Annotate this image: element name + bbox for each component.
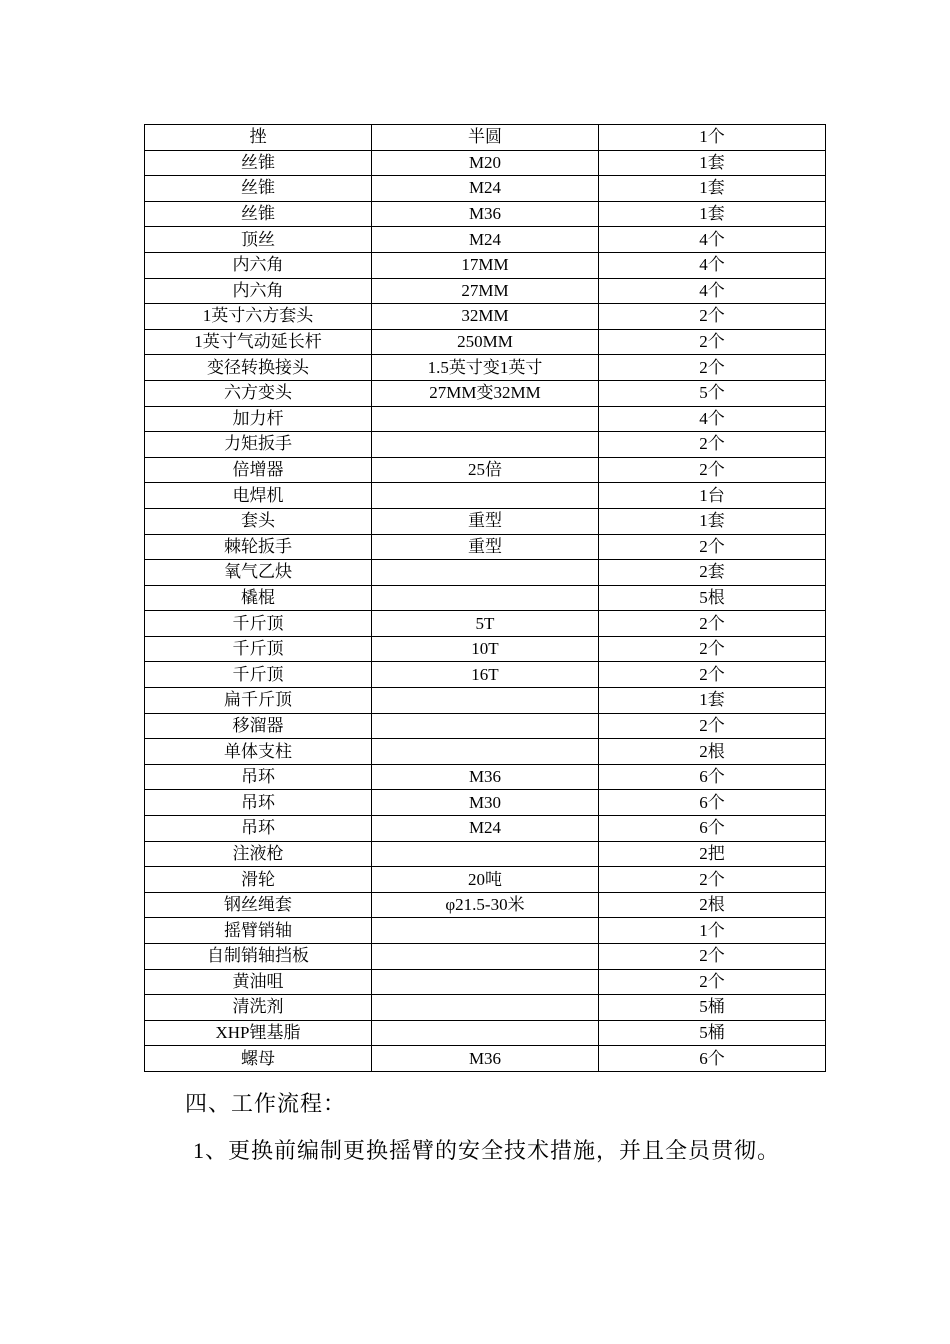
name-cell: 单体支柱 bbox=[145, 739, 372, 765]
spec-cell: M20 bbox=[372, 150, 599, 176]
spec-cell bbox=[372, 406, 599, 432]
quantity-cell: 2个 bbox=[599, 867, 826, 893]
quantity-cell: 4个 bbox=[599, 252, 826, 278]
name-cell: 钢丝绳套 bbox=[145, 892, 372, 918]
name-cell: 内六角 bbox=[145, 278, 372, 304]
spec-cell bbox=[372, 739, 599, 765]
quantity-cell: 1套 bbox=[599, 176, 826, 202]
spec-cell bbox=[372, 995, 599, 1021]
name-cell: 千斤顶 bbox=[145, 662, 372, 688]
table-row bbox=[145, 355, 826, 381]
table-row bbox=[145, 457, 826, 483]
name-cell: 自制销轴挡板 bbox=[145, 944, 372, 970]
spec-cell bbox=[372, 585, 599, 611]
table-row bbox=[145, 304, 826, 330]
quantity-cell: 1台 bbox=[599, 483, 826, 509]
spec-cell: 10T bbox=[372, 636, 599, 662]
name-cell: 倍增器 bbox=[145, 457, 372, 483]
table-row bbox=[145, 227, 826, 253]
spec-cell: M24 bbox=[372, 227, 599, 253]
quantity-cell: 1个 bbox=[599, 125, 826, 151]
spec-cell bbox=[372, 1020, 599, 1046]
table-row bbox=[145, 1020, 826, 1046]
spec-cell: 16T bbox=[372, 662, 599, 688]
paragraph: 1、更换前编制更换摇臂的安全技术措施，并且全员贯彻。 bbox=[193, 1138, 781, 1163]
spec-cell: 17MM bbox=[372, 252, 599, 278]
name-cell: 注液枪 bbox=[145, 841, 372, 867]
name-cell: 吊环 bbox=[145, 816, 372, 842]
table-row bbox=[145, 329, 826, 355]
name-cell: 丝锥 bbox=[145, 201, 372, 227]
table-row bbox=[145, 432, 826, 458]
name-cell: XHP锂基脂 bbox=[145, 1020, 372, 1046]
quantity-cell: 2个 bbox=[599, 304, 826, 330]
quantity-cell: 4个 bbox=[599, 406, 826, 432]
name-cell: 千斤顶 bbox=[145, 611, 372, 637]
name-cell: 移溜器 bbox=[145, 713, 372, 739]
table-row bbox=[145, 892, 826, 918]
spec-cell bbox=[372, 841, 599, 867]
name-cell: 清洗剂 bbox=[145, 995, 372, 1021]
table-row bbox=[145, 508, 826, 534]
spec-cell: M36 bbox=[372, 1046, 599, 1072]
quantity-cell: 4个 bbox=[599, 278, 826, 304]
name-cell: 丝锥 bbox=[145, 150, 372, 176]
quantity-cell: 1套 bbox=[599, 688, 826, 714]
table-row bbox=[145, 483, 826, 509]
spec-cell: M24 bbox=[372, 816, 599, 842]
table-row bbox=[145, 278, 826, 304]
table-row bbox=[145, 1046, 826, 1072]
spec-cell: 重型 bbox=[372, 508, 599, 534]
name-cell: 电焊机 bbox=[145, 483, 372, 509]
spec-cell: 重型 bbox=[372, 534, 599, 560]
spec-cell bbox=[372, 918, 599, 944]
table-row bbox=[145, 406, 826, 432]
quantity-cell: 4个 bbox=[599, 227, 826, 253]
table-row bbox=[145, 918, 826, 944]
spec-cell bbox=[372, 560, 599, 586]
table-row bbox=[145, 841, 826, 867]
name-cell: 螺母 bbox=[145, 1046, 372, 1072]
tools-table-body bbox=[145, 125, 826, 1072]
quantity-cell: 5桶 bbox=[599, 1020, 826, 1046]
table-row bbox=[145, 150, 826, 176]
spec-cell bbox=[372, 944, 599, 970]
spec-cell bbox=[372, 432, 599, 458]
table-row bbox=[145, 252, 826, 278]
table-row bbox=[145, 790, 826, 816]
quantity-cell: 1套 bbox=[599, 150, 826, 176]
quantity-cell: 1个 bbox=[599, 918, 826, 944]
name-cell: 力矩扳手 bbox=[145, 432, 372, 458]
name-cell: 黄油咀 bbox=[145, 969, 372, 995]
table-row bbox=[145, 739, 826, 765]
quantity-cell: 2个 bbox=[599, 713, 826, 739]
table-row bbox=[145, 995, 826, 1021]
table-row bbox=[145, 201, 826, 227]
quantity-cell: 2个 bbox=[599, 329, 826, 355]
name-cell: 吊环 bbox=[145, 790, 372, 816]
name-cell: 顶丝 bbox=[145, 227, 372, 253]
spec-cell: M36 bbox=[372, 201, 599, 227]
name-cell: 六方变头 bbox=[145, 380, 372, 406]
quantity-cell: 6个 bbox=[599, 764, 826, 790]
name-cell: 1英寸六方套头 bbox=[145, 304, 372, 330]
quantity-cell: 5个 bbox=[599, 380, 826, 406]
table-row bbox=[145, 380, 826, 406]
spec-cell: 5T bbox=[372, 611, 599, 637]
spec-cell: 27MM变32MM bbox=[372, 380, 599, 406]
spec-cell: 20吨 bbox=[372, 867, 599, 893]
spec-cell: M36 bbox=[372, 764, 599, 790]
quantity-cell: 5桶 bbox=[599, 995, 826, 1021]
quantity-cell: 2个 bbox=[599, 355, 826, 381]
table-row bbox=[145, 867, 826, 893]
quantity-cell: 2把 bbox=[599, 841, 826, 867]
spec-cell: 32MM bbox=[372, 304, 599, 330]
name-cell: 1英寸气动延长杆 bbox=[145, 329, 372, 355]
spec-cell bbox=[372, 969, 599, 995]
name-cell: 套头 bbox=[145, 508, 372, 534]
name-cell: 橇棍 bbox=[145, 585, 372, 611]
name-cell: 变径转换接头 bbox=[145, 355, 372, 381]
quantity-cell: 6个 bbox=[599, 816, 826, 842]
name-cell: 挫 bbox=[145, 125, 372, 151]
quantity-cell: 2个 bbox=[599, 662, 826, 688]
table-row bbox=[145, 611, 826, 637]
name-cell: 滑轮 bbox=[145, 867, 372, 893]
tools-table bbox=[144, 124, 826, 1072]
spec-cell: 25倍 bbox=[372, 457, 599, 483]
table-row bbox=[145, 944, 826, 970]
table-row bbox=[145, 688, 826, 714]
quantity-cell: 2个 bbox=[599, 457, 826, 483]
table-row bbox=[145, 534, 826, 560]
quantity-cell: 1套 bbox=[599, 508, 826, 534]
quantity-cell: 2个 bbox=[599, 969, 826, 995]
table-row bbox=[145, 713, 826, 739]
spec-cell: 1.5英寸变1英寸 bbox=[372, 355, 599, 381]
name-cell: 吊环 bbox=[145, 764, 372, 790]
spec-cell: 27MM bbox=[372, 278, 599, 304]
name-cell: 棘轮扳手 bbox=[145, 534, 372, 560]
quantity-cell: 2根 bbox=[599, 892, 826, 918]
quantity-cell: 5根 bbox=[599, 585, 826, 611]
table-row bbox=[145, 560, 826, 586]
spec-cell: 250MM bbox=[372, 329, 599, 355]
table-row bbox=[145, 662, 826, 688]
name-cell: 内六角 bbox=[145, 252, 372, 278]
table-row bbox=[145, 969, 826, 995]
spec-cell bbox=[372, 483, 599, 509]
quantity-cell: 6个 bbox=[599, 1046, 826, 1072]
table-row bbox=[145, 125, 826, 151]
table-row bbox=[145, 636, 826, 662]
quantity-cell: 2个 bbox=[599, 636, 826, 662]
table-row bbox=[145, 585, 826, 611]
section-heading: 四、工作流程： bbox=[185, 1091, 347, 1116]
spec-cell: φ21.5-30米 bbox=[372, 892, 599, 918]
name-cell: 扁千斤顶 bbox=[145, 688, 372, 714]
spec-cell: M30 bbox=[372, 790, 599, 816]
spec-cell: 半圆 bbox=[372, 125, 599, 151]
spec-cell bbox=[372, 713, 599, 739]
quantity-cell: 2个 bbox=[599, 534, 826, 560]
table-row bbox=[145, 816, 826, 842]
quantity-cell: 2个 bbox=[599, 611, 826, 637]
quantity-cell: 6个 bbox=[599, 790, 826, 816]
name-cell: 千斤顶 bbox=[145, 636, 372, 662]
quantity-cell: 2个 bbox=[599, 944, 826, 970]
quantity-cell: 2套 bbox=[599, 560, 826, 586]
quantity-cell: 2根 bbox=[599, 739, 826, 765]
quantity-cell: 2个 bbox=[599, 432, 826, 458]
name-cell: 摇臂销轴 bbox=[145, 918, 372, 944]
spec-cell: M24 bbox=[372, 176, 599, 202]
name-cell: 丝锥 bbox=[145, 176, 372, 202]
table-row bbox=[145, 764, 826, 790]
spec-cell bbox=[372, 688, 599, 714]
quantity-cell: 1套 bbox=[599, 201, 826, 227]
name-cell: 氧气乙炔 bbox=[145, 560, 372, 586]
name-cell: 加力杆 bbox=[145, 406, 372, 432]
table-row bbox=[145, 176, 826, 202]
